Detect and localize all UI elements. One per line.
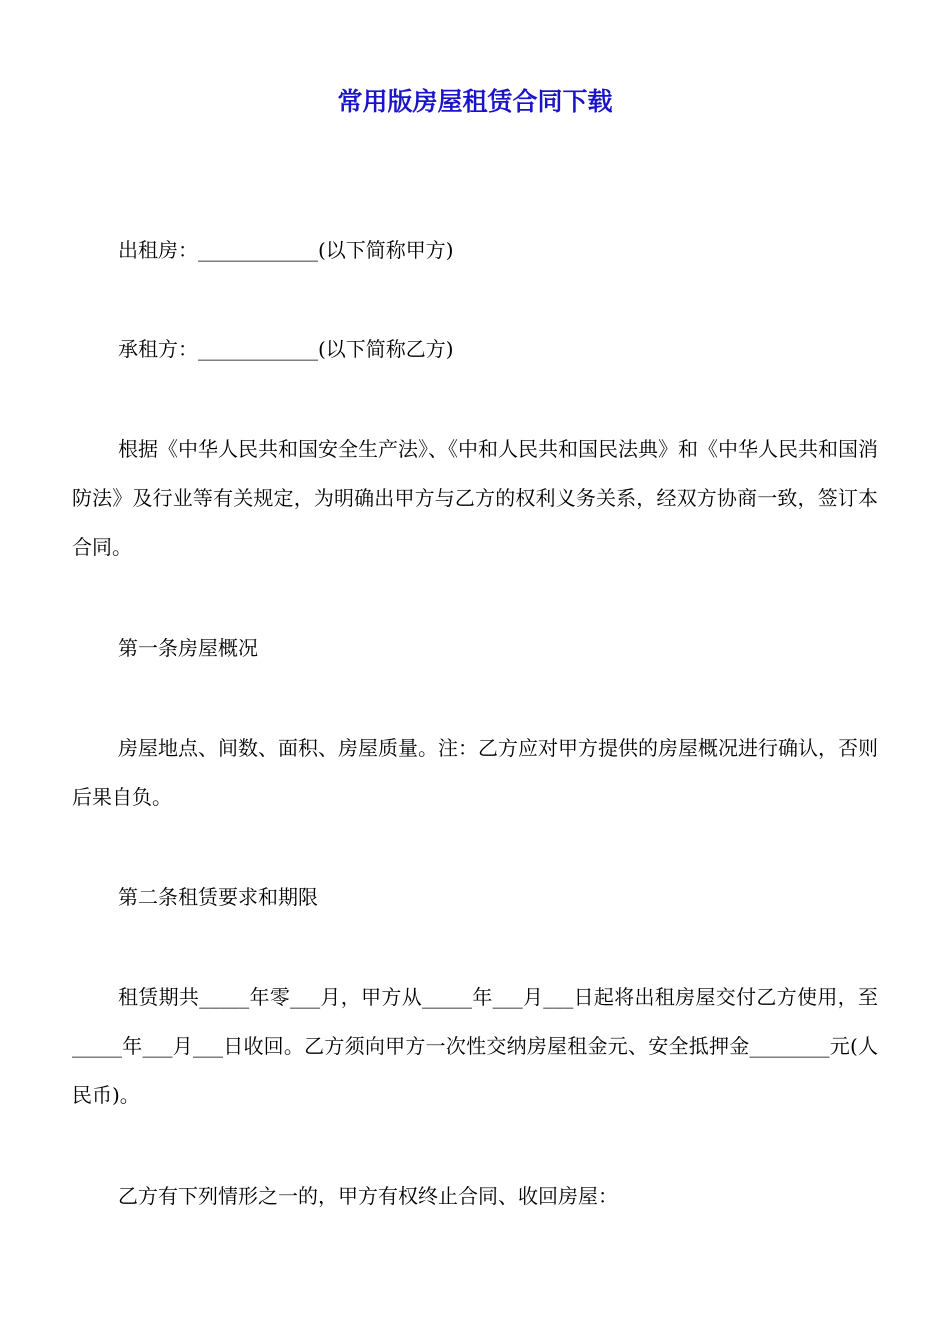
termination-clause-intro: 乙方有下列情形之一的，甲方有权终止合同、收回房屋： [118, 1184, 618, 1208]
document-title: 常用版房屋租赁合同下载 [337, 87, 613, 116]
article-1-body: 房屋地点、间数、面积、房屋质量。注：乙方应对甲方提供的房屋概况进行确认，否则后果自负。 [72, 736, 878, 809]
preamble-paragraph: 根据《中华人民共和国安全生产法》、《中和人民共和国民法典》和《中华人民共和国消防法》及行业等有关规定，为明确出甲方与乙方的权利义务关系，经双方协商一致，签订本合同。 [72, 437, 878, 559]
article-1-heading: 第一条房屋概况 [118, 636, 258, 660]
lessor-line: 出租房：____________(以下简称甲方) [118, 238, 454, 262]
article-2-body: 租赁期共_____年零___月，甲方从_____年___月___日起将出租房屋交付乙方使用，至_____年___月___日收回。乙方须向甲方一次性交纳房屋租金元、安全抵押金________元(人民币)。 [72, 985, 878, 1107]
article-2-heading: 第二条租赁要求和期限 [118, 885, 318, 909]
lessee-line: 承租方：____________(以下简称乙方) [118, 337, 454, 361]
